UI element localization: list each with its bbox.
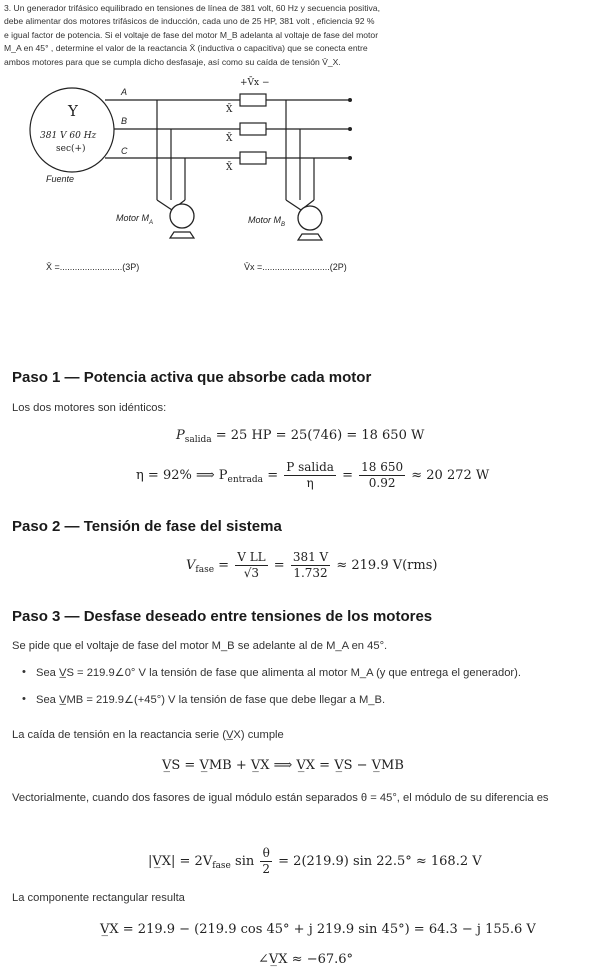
reactance-label: X̄	[226, 105, 233, 115]
reactance-label: X̄	[226, 134, 233, 144]
step2-eq: $V_{fase}$ = $\frac{\text{V LL}}{√3}$ = $\frac{381 V}{1.732}$ ≈ 219.9 V(rms)	[186, 550, 438, 580]
step3-angle-eq: ∠V̲X ≈ −67.6°	[258, 952, 354, 967]
step3-bullet: • Sea V̲MB = 219.9∠(+45°) V la tensión de fase que debe llegar a M_B.	[36, 693, 584, 706]
phase-a-label: A	[121, 87, 128, 97]
source-label: Fuente	[46, 174, 75, 184]
motor-b-label: Motor $M_B$	[248, 215, 286, 228]
step3-kvl-eq: V̲S = V̲MB + V̲X ⟹ V̲X = V̲S − V̲MB	[162, 758, 404, 773]
motor-a-label: Motor $M_A$	[116, 213, 154, 226]
motor-b-symbol	[298, 206, 322, 230]
step1-eq1: $P_{salida} = 25$ HP = 25(746) = 18 650 W	[176, 428, 425, 445]
motor-a-symbol	[170, 204, 194, 228]
phase-c-label: C	[121, 146, 128, 156]
step3-mag-eq: |V̲X| = $2V_{fase}$ sin $\frac{\theta}{2}$ = 2(219.9) sin 22.5° ≈ 168.2 V	[148, 846, 482, 876]
problem-line: ambos motores para que se cumpla dicho desfasaje, así como su caída de tensión V̄_X.	[4, 56, 341, 67]
step2-title: Paso 2 — Tensión de fase del sistema	[12, 518, 282, 535]
reactance-a	[240, 94, 266, 106]
step3-rect-text: La componente rectangular resulta	[12, 892, 185, 904]
problem-line: M_A en 45° , determine el valor de la reactancia X̄ (inductiva o capacitiva) que se conecta entre	[4, 43, 368, 54]
problem-statement	[4, 2, 586, 69]
phase-b-label: B	[121, 116, 128, 126]
reactance-label: X̄	[226, 163, 233, 173]
step3-rect-eq: V̲X = 219.9 − (219.9 cos 45° + j 219.9 sin 45°) = 64.3 − j 155.6 V	[100, 922, 536, 937]
step3-drop-text: La caída de tensión en la reactancia serie (V̲X) cumple	[12, 729, 284, 741]
vx-answer: V̄x =...........................(2P)	[244, 262, 347, 272]
problem-line: e igual factor de potencia. Si el voltaje de fase del motor M_B adelanta al voltaje de fase del motor	[4, 29, 379, 40]
reactance-c	[240, 152, 266, 164]
vx-label: +V̄x −	[240, 78, 270, 88]
problem-line: debe alimentar dos motores trifásicos de inducción, cada uno de 25 HP, 381 volt , eficiencia 92 %	[4, 16, 375, 27]
problem-line: 3. Un generador trifásico equilibrado en tensiones de línea de 381 volt, 60 Hz y secuencia positiva,	[4, 3, 380, 13]
step1-title: Paso 1 — Potencia activa que absorbe cada motor	[12, 369, 372, 386]
generator-circle	[30, 88, 114, 172]
step3-title: Paso 3 — Desfase deseado entre tensiones de los motores	[12, 608, 433, 625]
circuit-diagram	[0, 72, 380, 292]
x-answer: X̄ =.........................(3P)	[46, 262, 140, 272]
step1-intro: Los dos motores son idénticos:	[12, 402, 167, 414]
circuit-svg	[0, 72, 380, 252]
generator-sequence: sec(+)	[56, 144, 86, 154]
reactance-b	[240, 123, 266, 135]
step3-intro: Se pide que el voltaje de fase del motor M_B se adelante al de M_A en 45°.	[12, 640, 388, 652]
step3-bullet: • Sea V̲S = 219.9∠0° V la tensión de fase que alimenta al motor M_A (y que entrega el generador).	[36, 666, 584, 679]
step3-vector-text: Vectorialmente, cuando dos fasores de igual módulo están separados θ = 45°, el módulo de su diferencia es	[12, 792, 549, 804]
generator-symbol: Y	[68, 102, 78, 120]
generator-voltage: 381 V 60 Hz	[40, 131, 97, 141]
step1-eq2: η = 92% ⟹ $P_{entrada}$ = $\frac{\text{P salida}}{\eta}$ = $\frac{18 650}{0.92}$ ≈ 20 272 W	[136, 460, 490, 490]
